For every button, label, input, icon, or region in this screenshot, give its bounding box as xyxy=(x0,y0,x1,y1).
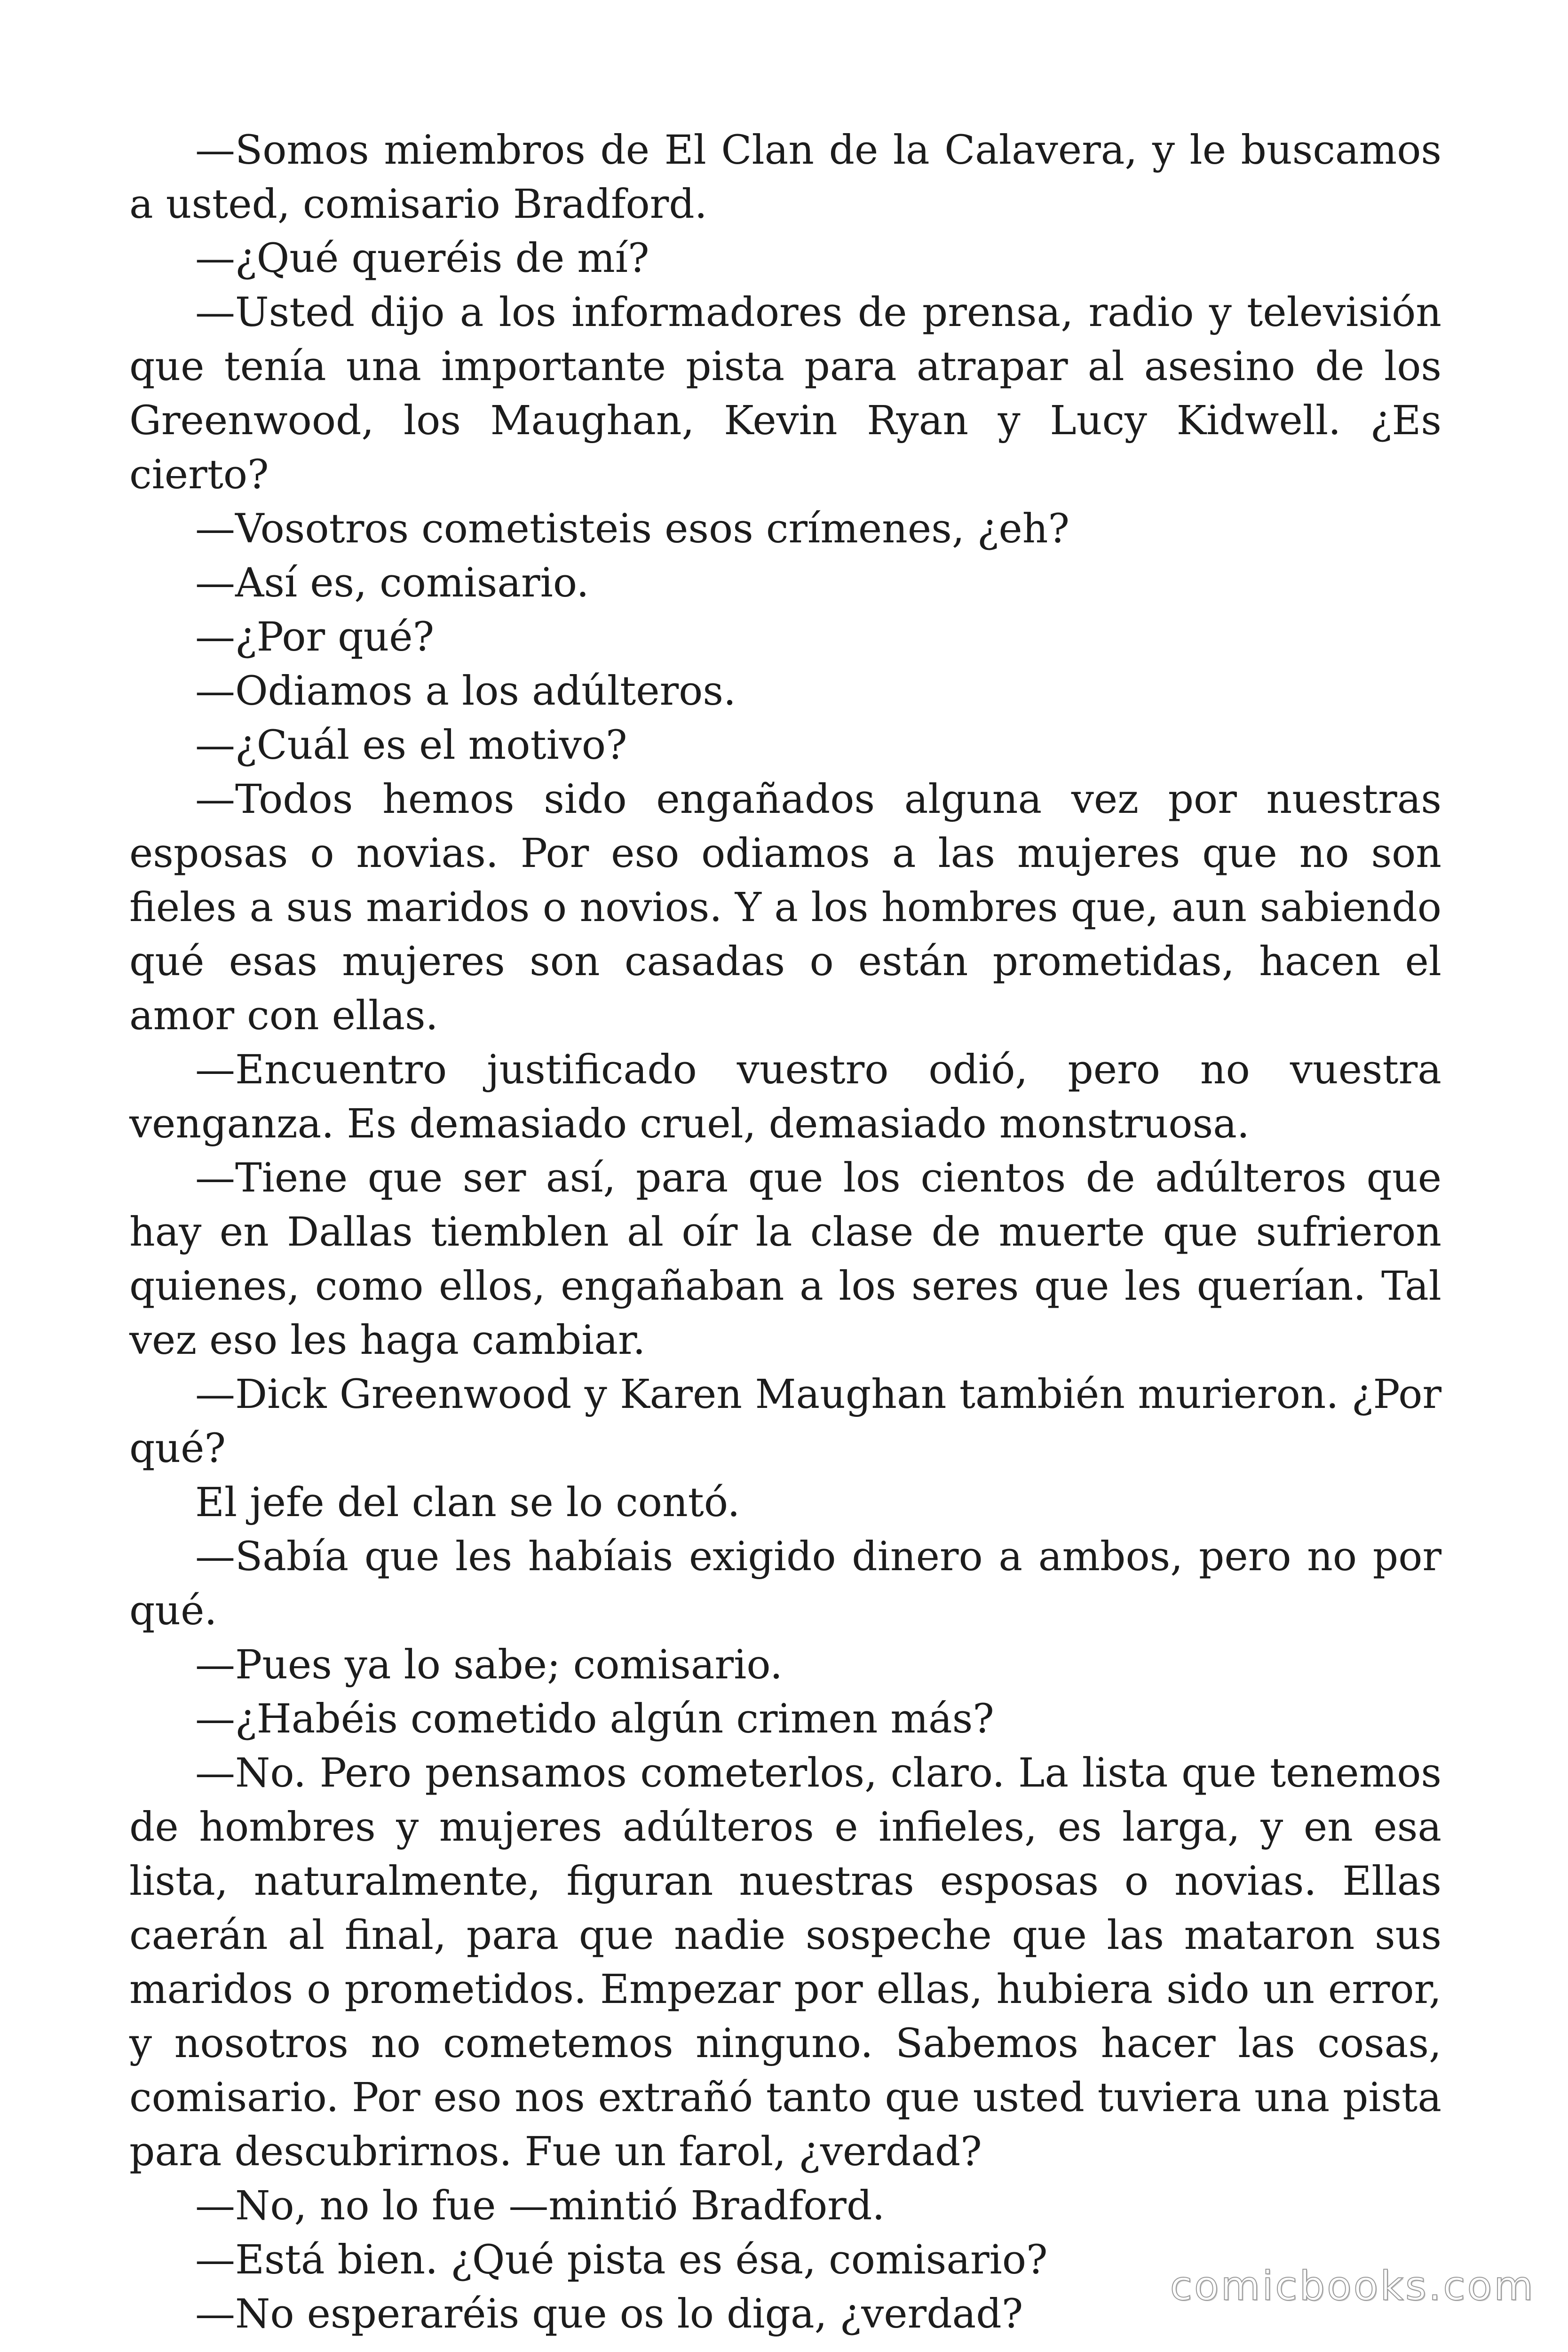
paragraph: —Vosotros cometisteis esos crímenes, ¿eh? xyxy=(195,506,1070,552)
watermark: comicbooks.com xyxy=(1170,2263,1535,2310)
paragraph: —Pues ya lo sabe; comisario. xyxy=(195,1642,783,1688)
paragraph: —No. Pero pensamos cometerlos, claro. La lista que tenemos de hombres y mujeres adúlteros e infieles, es larga, y en esa lista, naturalmente, figuran nuestras esposas o novias. Ellas caerán al final, para que nadie sospeche que las mataron sus maridos o prometidos. Empezar por ellas, hubiera sido un error, y nosotros no cometemos ninguno. Sabemos hacer las cosas, comisario. Por eso nos extrañó tanto que usted tuviera una pista para descubrirnos. Fue un farol, ¿verdad? xyxy=(129,1750,1441,2175)
paragraph: —Tiene que ser así, para que los cientos de adúlteros que hay en Dallas tiemblen al oír la clase de muerte que sufrieron quienes, como ellos, engañaban a los seres que les querían. Tal vez eso les haga cambiar. xyxy=(129,1155,1441,1364)
paragraph: —¿Qué queréis de mí? xyxy=(195,235,649,282)
paragraph: —Odiamos a los adúlteros. xyxy=(195,668,736,715)
body-text xyxy=(129,123,1441,2341)
paragraph: —No, no lo fue —mintió Bradford. xyxy=(195,2183,885,2229)
paragraph: —¿Habéis cometido algún crimen más? xyxy=(195,1696,994,1742)
paragraph: El jefe del clan se lo contó. xyxy=(195,1479,740,1526)
paragraph: —Encuentro justificado vuestro odió, pero no vuestra venganza. Es demasiado cruel, demasiado monstruosa. xyxy=(129,1047,1441,1147)
paragraph: —¿Por qué? xyxy=(195,614,435,660)
paragraph: —Somos miembros de El Clan de la Calavera, y le buscamos a usted, comisario Bradford. xyxy=(129,127,1441,228)
paragraph: —Todos hemos sido engañados alguna vez por nuestras esposas o novias. Por eso odiamos a las mujeres que no son fieles a sus maridos o novios. Y a los hombres que, aun sabiendo qué esas mujeres son casadas o están prometidas, hacen el amor con ellas. xyxy=(129,776,1441,1039)
paragraph: —Así es, comisario. xyxy=(195,560,589,606)
paragraph: —¿Cuál es el motivo? xyxy=(195,722,627,769)
paragraph: —Usted dijo a los informadores de prensa, radio y televisión que tenía una importante pista para atrapar al asesino de los Greenwood, los Maughan, Kevin Ryan y Lucy Kidwell. ¿Es cierto? xyxy=(129,289,1441,498)
paragraph: —Está bien. ¿Qué pista es ésa, comisario? xyxy=(195,2237,1048,2283)
paragraph: —Dick Greenwood y Karen Maughan también murieron. ¿Por qué? xyxy=(129,1371,1441,1472)
paragraph: —No esperaréis que os lo diga, ¿verdad? xyxy=(195,2291,1023,2337)
paragraph: —Sabía que les habíais exigido dinero a ambos, pero no por qué. xyxy=(129,1534,1441,1634)
